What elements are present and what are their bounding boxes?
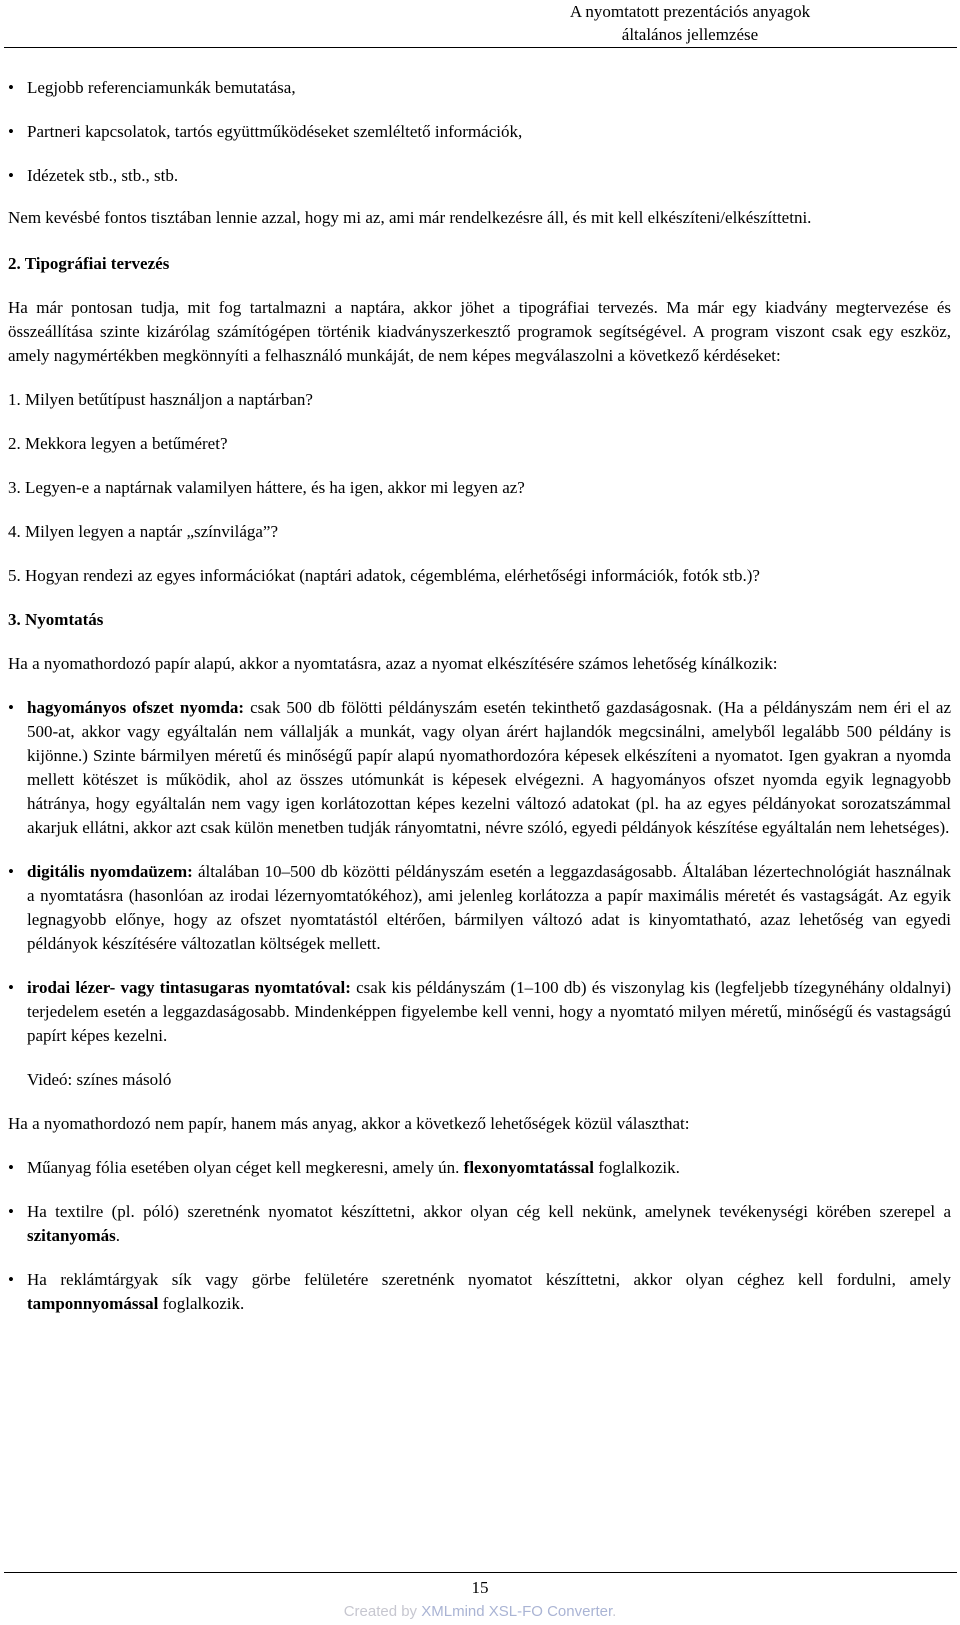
bullet-icon: • bbox=[8, 122, 14, 141]
bullet-icon: • bbox=[8, 1202, 14, 1221]
list-item: • Partneri kapcsolatok, tartós együttműködéseket szemléltető információk, bbox=[8, 120, 951, 144]
page-number: 15 bbox=[471, 1578, 489, 1597]
list-item: • Idézetek stb., stb., stb. bbox=[8, 164, 951, 188]
intro-paragraph: Nem kevésbé fontos tisztában lennie azzal, hogy mi az, ami már rendelkezésre áll, és mit kell elkészíteni/elkészíttetni. bbox=[8, 208, 812, 227]
section-heading-printing: 3. Nyomtatás bbox=[8, 610, 104, 629]
typography-paragraph: Ha már pontosan tudja, mit fog tartalmazni a naptára, akkor jöhet a tipográfiai tervezés. Ma már egy kiadvány megtervezése és összeállítása szinte kizárólag számítógépen történik kiadványszerkesztő programok segítségével. A program viszont csak egy eszköz, amely nagymértékben megkönnyíti a felhasználó munkáját, de nem képes megválaszolni a következő kérdéseket: bbox=[8, 298, 951, 365]
question-item: 3. Legyen-e a naptárnak valamilyen háttere, és ha igen, akkor mi legyen az? bbox=[8, 478, 525, 497]
section-heading-typography: 2. Tipográfiai tervezés bbox=[8, 254, 170, 273]
bullet-icon: • bbox=[8, 698, 14, 717]
bullet-icon: • bbox=[8, 78, 14, 97]
page-content bbox=[8, 76, 951, 1316]
running-header bbox=[440, 0, 940, 46]
question-item: 1. Milyen betűtípust használjon a naptárban? bbox=[8, 390, 313, 409]
converter-credit: Created by XMLmind XSL-FO Converter. bbox=[343, 1603, 617, 1620]
bullet-icon: • bbox=[8, 166, 14, 185]
video-label: Videó: színes másoló bbox=[27, 1070, 172, 1089]
converter-link[interactable]: XMLmind XSL-FO Converter bbox=[421, 1603, 613, 1620]
header-line-2: általános jellemzése bbox=[621, 25, 759, 44]
bullet-icon: • bbox=[8, 978, 14, 997]
list-item: • irodai lézer- vagy tintasugaras nyomtatóval: csak kis példányszám (1–100 db) és viszonylag kis (legfeljebb tízegynéhány oldalnyi) terjedelem esetén a leggazdaságosabb. Mindenképpen figyelembe kell venni, hogy a nyomtató milyen méretű, minőségű és vastagságú papírt képes kezelni. bbox=[8, 978, 951, 1045]
list-item: • Legjobb referenciamunkák bemutatása, bbox=[8, 76, 951, 100]
list-item: • Ha textilre (pl. póló) szeretnénk nyomatot készíttetni, akkor olyan cég kell nekünk, amelynek tevékenységi körében szerepel a szitanyomás. bbox=[8, 1202, 951, 1245]
question-item: 2. Mekkora legyen a betűméret? bbox=[8, 434, 228, 453]
non-paper-intro: Ha a nyomathordozó nem papír, hanem más anyag, akkor a következő lehetőségek közül választhat: bbox=[8, 1114, 690, 1133]
list-item: • digitális nyomdaüzem: általában 10–500 db közötti példányszám esetén a leggazdaságosabb. Általában lézertechnológiát használnak a nyomtatásra (hasonlóan az irodai lézernyomtatókéhoz), ami jelenleg korlátozza a papír maximális méretét és vastagságát. Az egyik legnagyobb előnye, hogy az ofszet nyomtatástól eltérően, bármilyen változó adat is kinyomtatható, azaz lehetőség van egyedi példányok készítésére változatlan költségek mellett. bbox=[8, 862, 952, 953]
list-item: • Ha reklámtárgyak sík vagy görbe felületére szeretnénk nyomatot készíttetni, akkor olyan céghez kell fordulni, amely tamponnyomással foglalkozik. bbox=[8, 1270, 951, 1313]
header-divider bbox=[4, 47, 957, 48]
printing-intro: Ha a nyomathordozó papír alapú, akkor a nyomtatásra, azaz a nyomat elkészítésére számos lehetőség kínálkozik: bbox=[8, 654, 778, 673]
bullet-icon: • bbox=[8, 1158, 14, 1177]
question-list bbox=[8, 388, 951, 588]
list-item: • hagyományos ofszet nyomda: csak 500 db fölötti példányszám esetén tekinthető gazdaságosnak. (Ha a példányszám nem éri el az 500-at, akkor vagy egyáltalán nem vállalják a munkát, vagy olyan árért hajlandók megcsinálni, amelyből legalább 500 példány is kijönne.) Szinte bármilyen méretű és minőségű papír alapú nyomathordozóra képesek elkészíteni a nyomatot. Igen gyakran a nyomda mellett kötészet is működik, ahol az összes utómunkát is képesek elvégezni. A hagyományos ofszet nyomda egyik legnagyobb hátránya, hogy egyáltalán nem vagy igen korlátozottan képes kezelni változó adatokat (pl. ha az egyes példányokat sorozatszámmal akarjuk ellátni, akkor azt csak külön menetben tudják rányomtatni, névre szóló, egyedi példányok készítése egyáltalán nem lehetséges). bbox=[8, 698, 951, 837]
bullet-icon: • bbox=[8, 862, 14, 881]
footer-divider bbox=[4, 1572, 957, 1573]
list-item: • Műanyag fólia esetében olyan céget kell megkeresni, amely ún. flexonyomtatással foglalkozik. bbox=[8, 1156, 951, 1180]
header-line-1: A nyomtatott prezentációs anyagok bbox=[569, 2, 811, 21]
question-item: 4. Milyen legyen a naptár „színvilága”? bbox=[8, 522, 278, 541]
question-item: 5. Hogyan rendezi az egyes információkat (naptári adatok, cégembléma, elérhetőségi információk, fotók stb.)? bbox=[8, 566, 760, 585]
bullet-icon: • bbox=[8, 1270, 14, 1289]
